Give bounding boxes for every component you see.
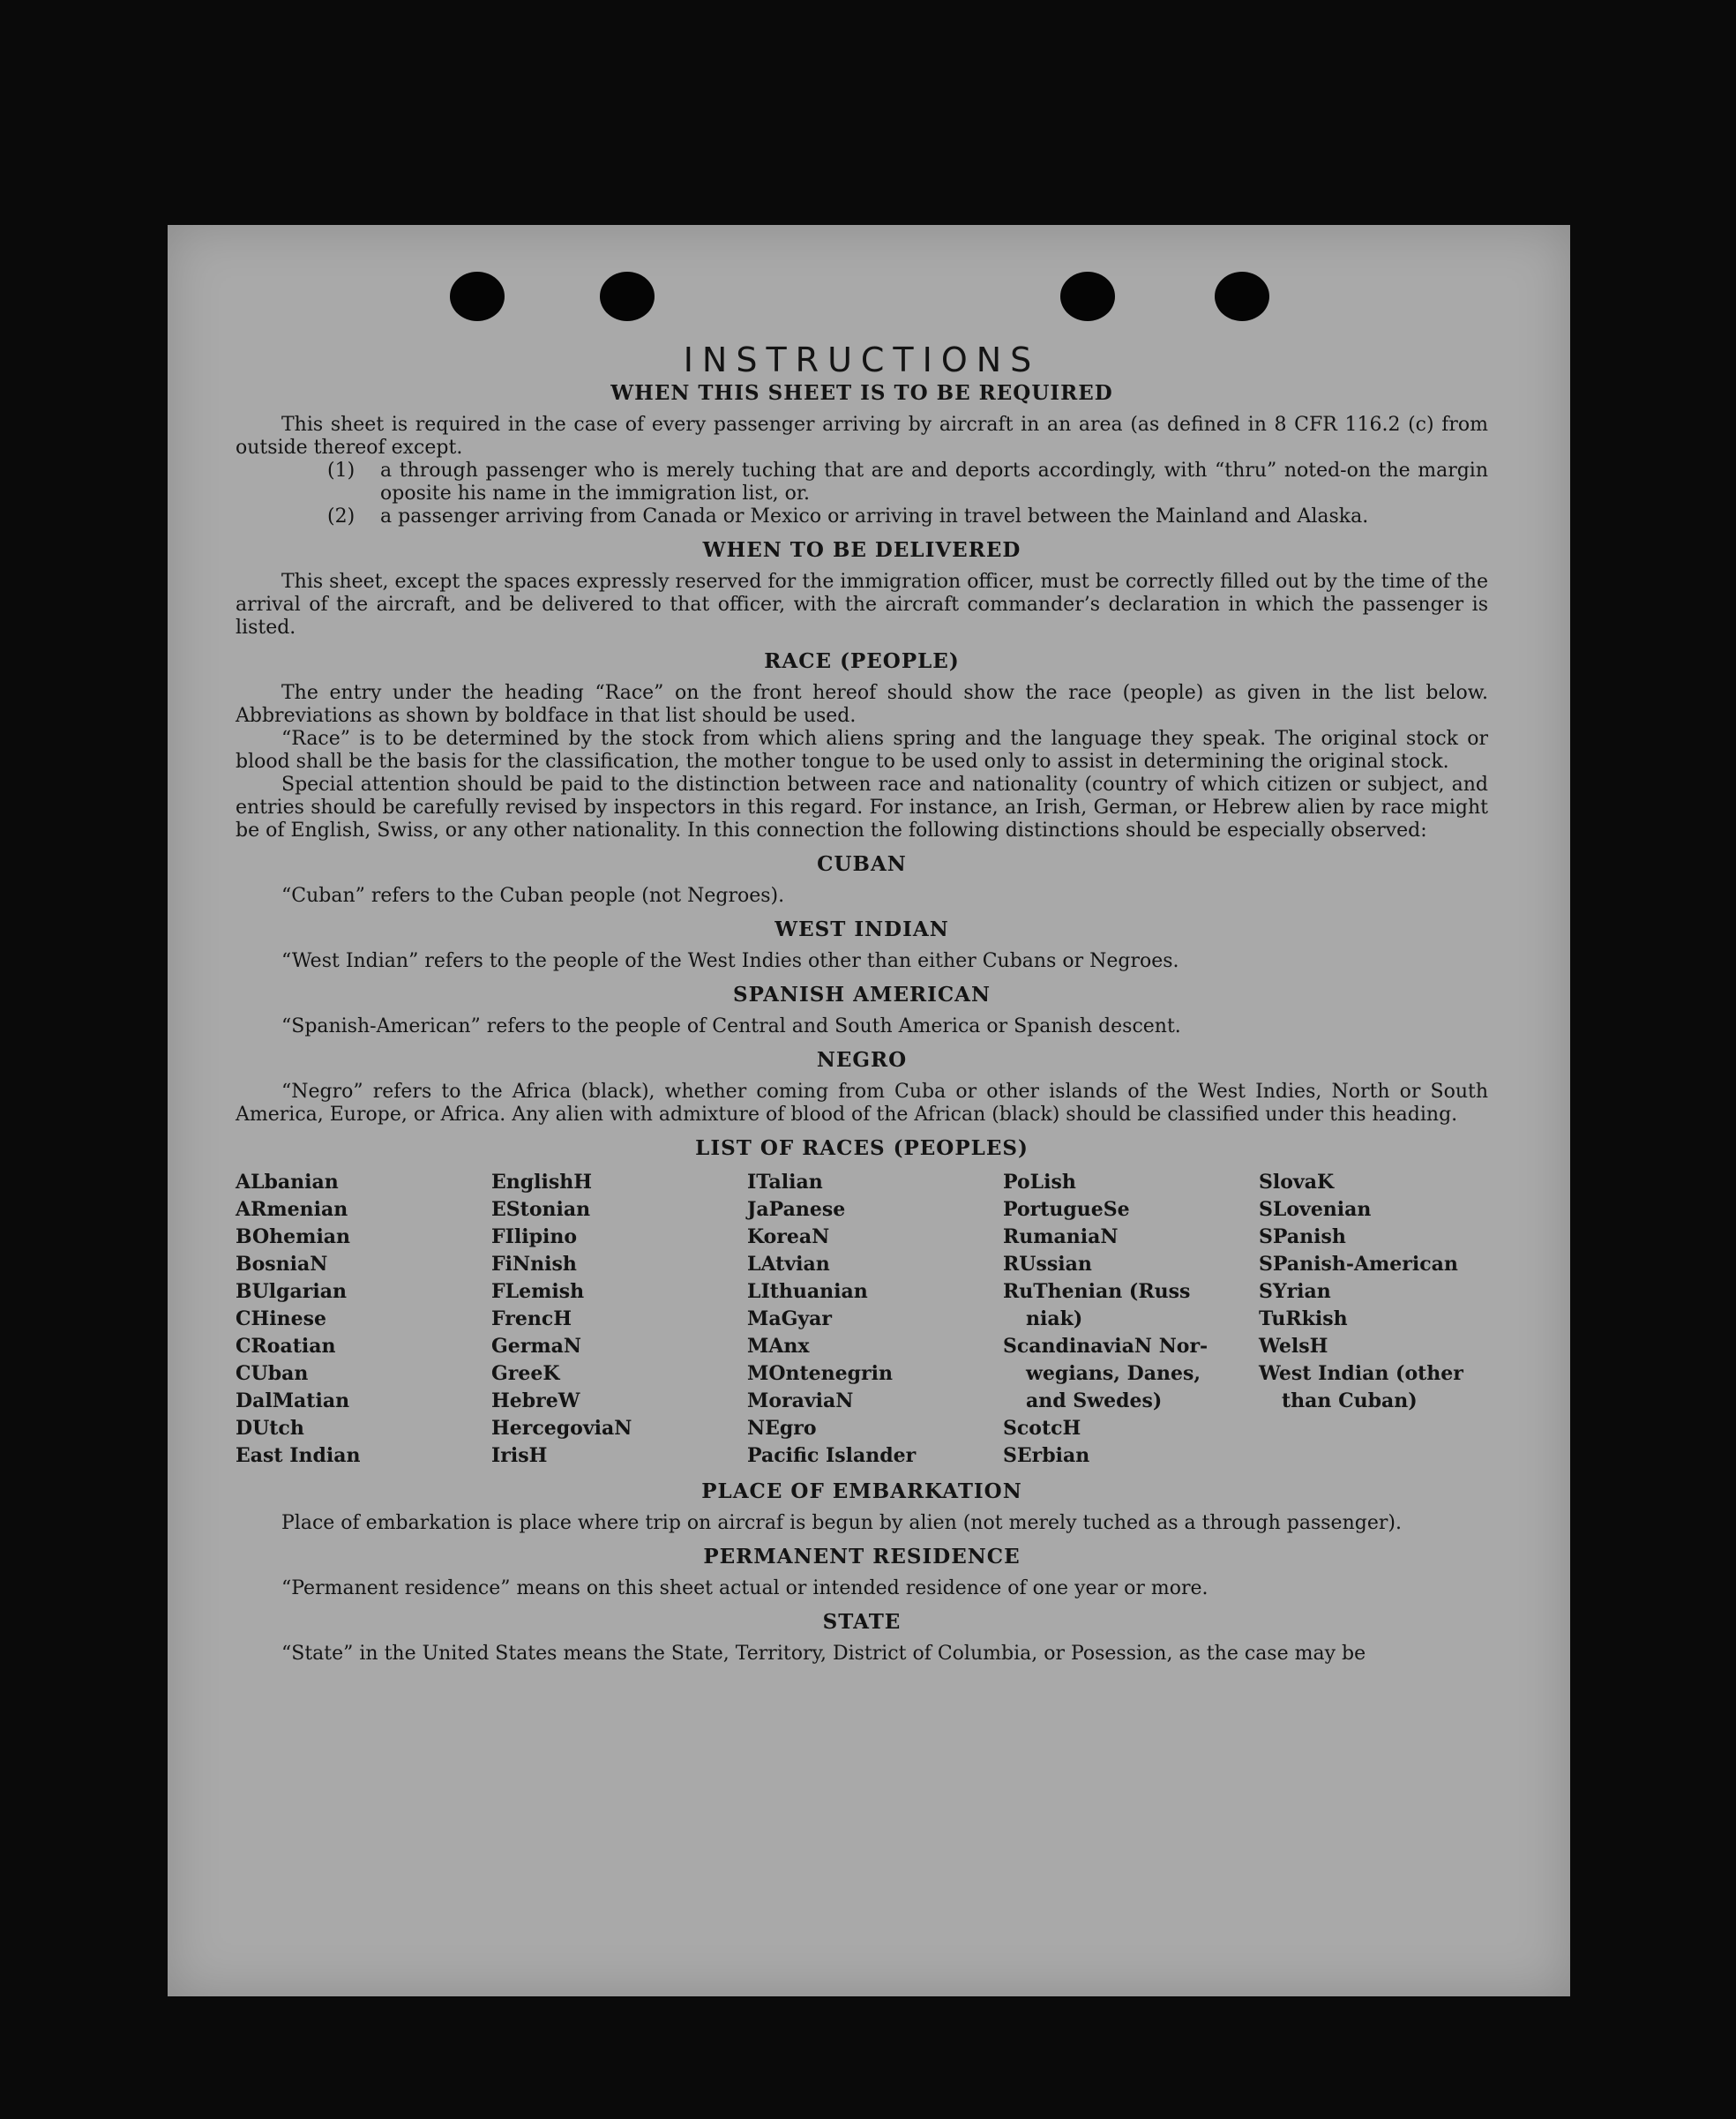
race-entry: HercegoviaN — [491, 1417, 632, 1440]
punch-hole — [600, 272, 655, 321]
document-page — [168, 225, 1570, 1996]
race-entry: BOhemian — [236, 1225, 351, 1248]
section-heading: SPANISH AMERICAN — [732, 983, 991, 1007]
paragraph: “State” in the United States means the State, Territory, District of Columbia, or Posession, as the case may be — [281, 1643, 1366, 1665]
race-entry: PoLish — [1003, 1171, 1076, 1194]
paragraph: Place of embarkation is place where trip on aircraf is begun by alien (not merely tuched as a through passenger). — [281, 1512, 1402, 1534]
race-entry: TuRkish — [1259, 1307, 1348, 1330]
race-entry: RuThenian (Russ — [1003, 1280, 1191, 1303]
section-heading: PERMANENT RESIDENCE — [703, 1545, 1021, 1569]
punch-hole — [450, 272, 505, 321]
race-entry: RumaniaN — [1003, 1225, 1119, 1248]
list-item — [236, 505, 1488, 528]
race-entry: LAtvian — [747, 1253, 830, 1276]
race-entry: ALbanian — [236, 1171, 339, 1194]
race-entry: ScotcH — [1003, 1417, 1081, 1440]
race-entry: CUban — [236, 1362, 309, 1385]
race-entry: DUtch — [236, 1417, 304, 1440]
section-heading: CUBAN — [817, 852, 907, 876]
race-entry: NEgro — [747, 1417, 817, 1440]
race-entry: FrencH — [491, 1307, 572, 1330]
race-entry: FiNnish — [491, 1253, 577, 1276]
paragraph: Special attention should be paid to the distinction between race and nationality (country of which citizen or subject, and entries should be carefully revised by inspectors in this regard. For instance, an Irish, German, or Hebrew alien by race might be of English, Swiss, or any other nationality. In this connection the following distinctions should be especially observed: — [236, 774, 1488, 842]
section-heading: WHEN TO BE DELIVERED — [702, 538, 1021, 562]
list-item — [236, 460, 1488, 505]
race-entry: MoraviaN — [747, 1389, 854, 1412]
section-heading: STATE — [822, 1610, 902, 1634]
race-entry: MaGyar — [747, 1307, 833, 1330]
race-entry: MAnx — [747, 1335, 810, 1358]
race-entry: ARmenian — [236, 1198, 348, 1221]
race-entry: BosniaN — [236, 1253, 328, 1276]
race-entry: SLovenian — [1259, 1198, 1372, 1221]
section-heading: WEST INDIAN — [774, 917, 949, 941]
section-heading: LIST OF RACES (PEOPLES) — [695, 1136, 1029, 1160]
race-entry: PortugueSe — [1003, 1198, 1130, 1221]
item-text: a through passenger who is merely tuching that are and deports accordingly, with “thru” noted-on the margin oposite his name in the immigration list, or. — [380, 460, 1488, 505]
punch-hole — [1215, 272, 1269, 321]
section-heading: WHEN THIS SHEET IS TO BE REQUIRED — [610, 381, 1113, 405]
races-list — [236, 1169, 1488, 1470]
race-entry: DalMatian — [236, 1389, 350, 1412]
instructions-content — [236, 341, 1488, 1666]
paragraph: “Permanent residence” means on this sheet actual or intended residence of one year or more. — [281, 1577, 1208, 1599]
race-entry: SErbian — [1003, 1444, 1090, 1467]
race-entry: RUssian — [1003, 1253, 1092, 1276]
paragraph: The entry under the heading “Race” on the front hereof should show the race (people) as given in the list below. Abbreviations as shown by boldface in that list should be used. — [236, 682, 1488, 727]
item-number: (1) — [327, 460, 355, 482]
race-entry: Pacific Islander — [747, 1444, 917, 1467]
race-entry: GreeK — [491, 1362, 560, 1385]
race-entry: than Cuban) — [1282, 1389, 1418, 1412]
race-entry: and Swedes) — [1026, 1389, 1163, 1412]
paragraph: “West Indian” refers to the people of the West Indies other than either Cubans or Negroes. — [281, 950, 1179, 972]
paragraph: This sheet, except the spaces expressly reserved for the immigration officer, must be correctly filled out by the time of the arrival of the aircraft, and be delivered to that officer, with the aircraft commander’s declaration in which the passenger is listed. — [236, 571, 1488, 639]
race-entry: West Indian (other — [1259, 1362, 1463, 1385]
race-entry: IrisH — [491, 1444, 548, 1467]
race-entry — [1259, 1415, 1488, 1442]
race-entry: FLemish — [491, 1280, 585, 1303]
race-entry: CHinese — [236, 1307, 327, 1330]
race-entry: CRoatian — [236, 1335, 336, 1358]
race-entry: BUlgarian — [236, 1280, 347, 1303]
race-entry: wegians, Danes, — [1026, 1362, 1201, 1385]
race-entry: KoreaN — [747, 1225, 830, 1248]
punch-hole — [1060, 272, 1115, 321]
paragraph: “Spanish-American” refers to the people of Central and South America or Spanish descent. — [281, 1015, 1181, 1037]
paragraph: “Cuban” refers to the Cuban people (not Negroes). — [281, 885, 785, 907]
race-entry: JaPanese — [747, 1198, 846, 1221]
section-heading: NEGRO — [816, 1048, 908, 1072]
paragraph: “Negro” refers to the Africa (black), whether coming from Cuba or other islands of the West Indies, North or South America, Europe, or Africa. Any alien with admixture of blood of the African (black) should be classified under this heading. — [236, 1081, 1488, 1126]
race-entry: MOntenegrin — [747, 1362, 893, 1385]
race-entry: EnglishH — [491, 1171, 593, 1194]
race-entry: SlovaK — [1259, 1171, 1335, 1194]
race-entry: SPanish — [1259, 1225, 1346, 1248]
race-entry: SPanish-American — [1259, 1253, 1458, 1276]
race-entry: HebreW — [491, 1389, 580, 1412]
paragraph: This sheet is required in the case of every passenger arriving by aircraft in an area (as defined in 8 CFR 116.2 (c) from outside thereof except. — [236, 414, 1488, 459]
race-entry: East Indian — [236, 1444, 361, 1467]
race-entry: FIlipino — [491, 1225, 578, 1248]
race-entry: ITalian — [747, 1171, 823, 1194]
race-entry: niak) — [1026, 1307, 1083, 1330]
race-entry: WelsH — [1259, 1335, 1328, 1358]
race-entry: EStonian — [491, 1198, 591, 1221]
section-heading: RACE (PEOPLE) — [764, 649, 960, 673]
item-number: (2) — [327, 505, 355, 528]
race-entry — [1259, 1442, 1488, 1470]
race-entry: GermaN — [491, 1335, 582, 1358]
item-text: a passenger arriving from Canada or Mexico or arriving in travel between the Mainland and Alaska. — [380, 505, 1369, 528]
section-heading: PLACE OF EMBARKATION — [701, 1479, 1022, 1503]
race-entry: SYrian — [1259, 1280, 1331, 1303]
paragraph: “Race” is to be determined by the stock from which aliens spring and the language they speak. The original stock or blood shall be the basis for the classification, the mother tongue to be used only to assist in determining the original stock. — [236, 728, 1488, 773]
race-entry: LIthuanian — [747, 1280, 868, 1303]
page-title: INSTRUCTIONS — [683, 341, 1041, 379]
race-entry: ScandinaviaN Nor- — [1003, 1335, 1208, 1358]
